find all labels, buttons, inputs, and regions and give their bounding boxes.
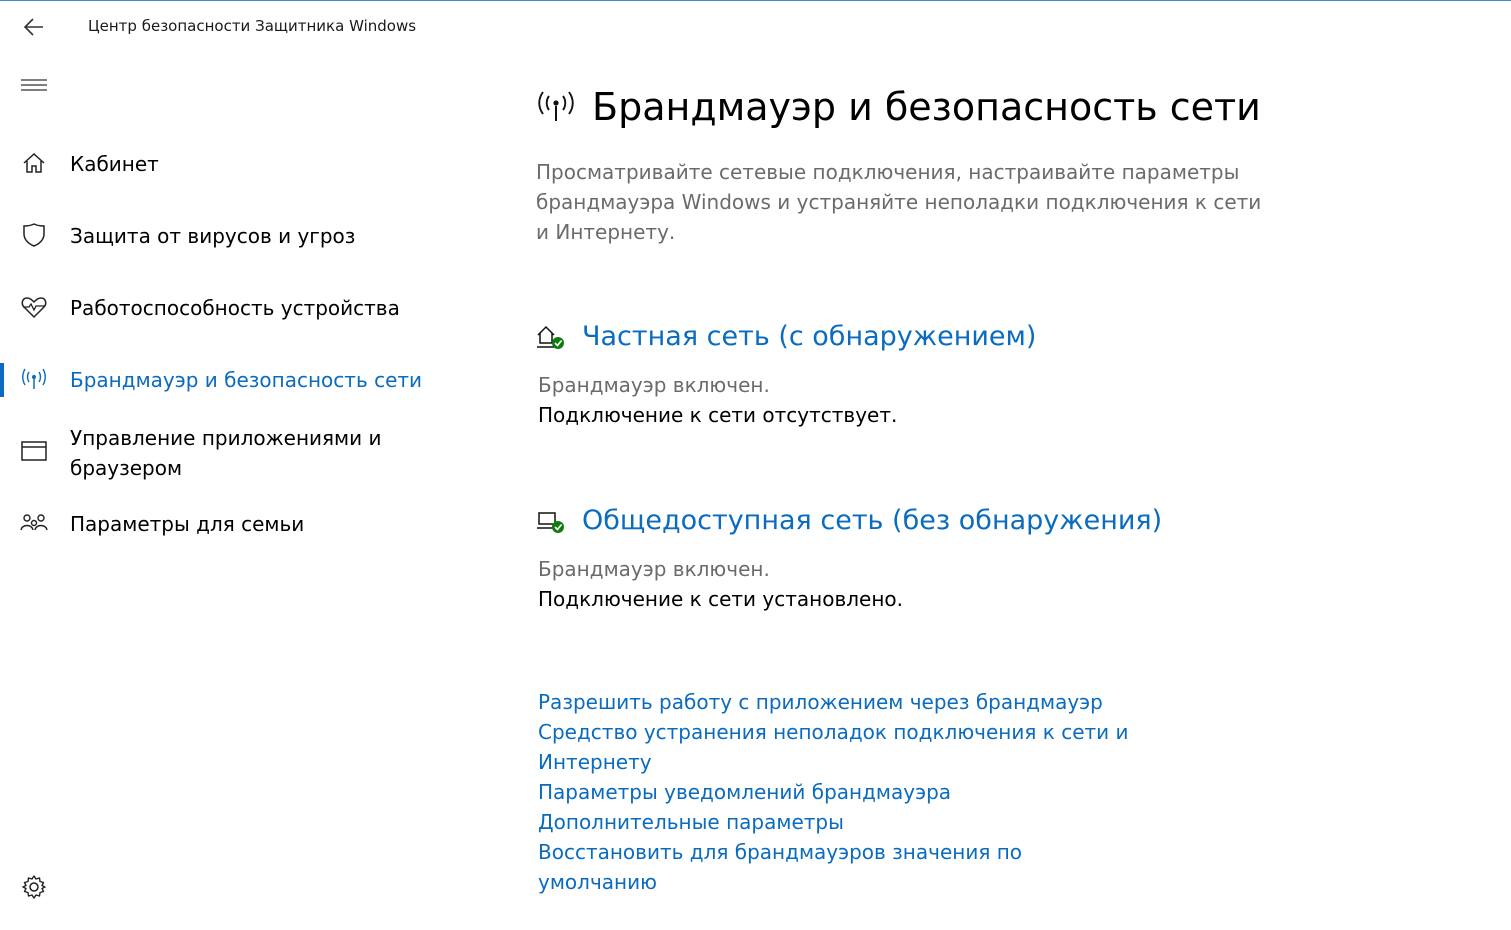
- gear-icon: [21, 874, 47, 900]
- related-links: [538, 687, 1138, 897]
- page-description: Просматривайте сетевые подключения, настраивайте параметры брандмауэра Windows и устраняйте неполадки подключения к сети и Интернету.: [536, 160, 1262, 244]
- private-network-link[interactable]: [536, 321, 1036, 352]
- active-indicator: [0, 363, 4, 397]
- private-firewall-status: Брандмауэр включен.: [538, 373, 770, 397]
- restore-firewall-defaults-link[interactable]: Восстановить для брандмауэров значения по умолчанию: [538, 840, 1023, 894]
- settings-button[interactable]: [18, 871, 50, 903]
- menu-toggle-button[interactable]: [14, 65, 54, 105]
- wifi-antenna-icon: [20, 365, 48, 393]
- public-connection-status: Подключение к сети установлено.: [538, 587, 903, 611]
- public-firewall-status: Брандмауэр включен.: [538, 557, 770, 581]
- sidebar-item-label: Параметры для семьи: [70, 512, 305, 536]
- page-title: Брандмауэр и безопасность сети: [592, 85, 1261, 129]
- app-title: Центр безопасности Защитника Windows: [88, 17, 417, 35]
- public-network-icon: [536, 507, 566, 535]
- public-network-title: Общедоступная сеть (без обнаружения): [582, 505, 1163, 536]
- browser-window-icon: [20, 437, 48, 465]
- hamburger-icon: [21, 78, 47, 92]
- shield-icon: [20, 221, 48, 249]
- title-bar: [0, 1, 1511, 51]
- back-button[interactable]: [14, 7, 54, 47]
- firewall-notification-settings-link[interactable]: Параметры уведомлений брандмауэра: [538, 780, 952, 804]
- back-arrow-icon: [24, 18, 44, 36]
- private-connection-status: Подключение к сети отсутствует.: [538, 403, 898, 427]
- heart-pulse-icon: [20, 293, 48, 321]
- private-network-title: Частная сеть (с обнаружением): [582, 321, 1037, 352]
- public-network-link[interactable]: [536, 505, 1162, 536]
- sidebar-item-label: Управление приложениями и браузером: [70, 426, 382, 480]
- network-troubleshooter-link[interactable]: Средство устранения неполадок подключения к сети и Интернету: [538, 720, 1129, 774]
- sidebar-item-label: Брандмауэр и безопасность сети: [70, 368, 423, 392]
- page-header: [536, 85, 1261, 129]
- sidebar-item-label: Защита от вирусов и угроз: [70, 224, 356, 248]
- home-icon: [20, 149, 48, 177]
- sidebar-item-label: Кабинет: [70, 152, 159, 176]
- family-icon: [20, 509, 48, 537]
- sidebar-item-label: Работоспособность устройства: [70, 296, 400, 320]
- wifi-antenna-icon: [536, 89, 576, 125]
- allow-app-through-firewall-link[interactable]: Разрешить работу с приложением через брандмауэр: [538, 690, 1103, 714]
- advanced-settings-link[interactable]: Дополнительные параметры: [538, 810, 844, 834]
- private-network-icon: [536, 323, 566, 351]
